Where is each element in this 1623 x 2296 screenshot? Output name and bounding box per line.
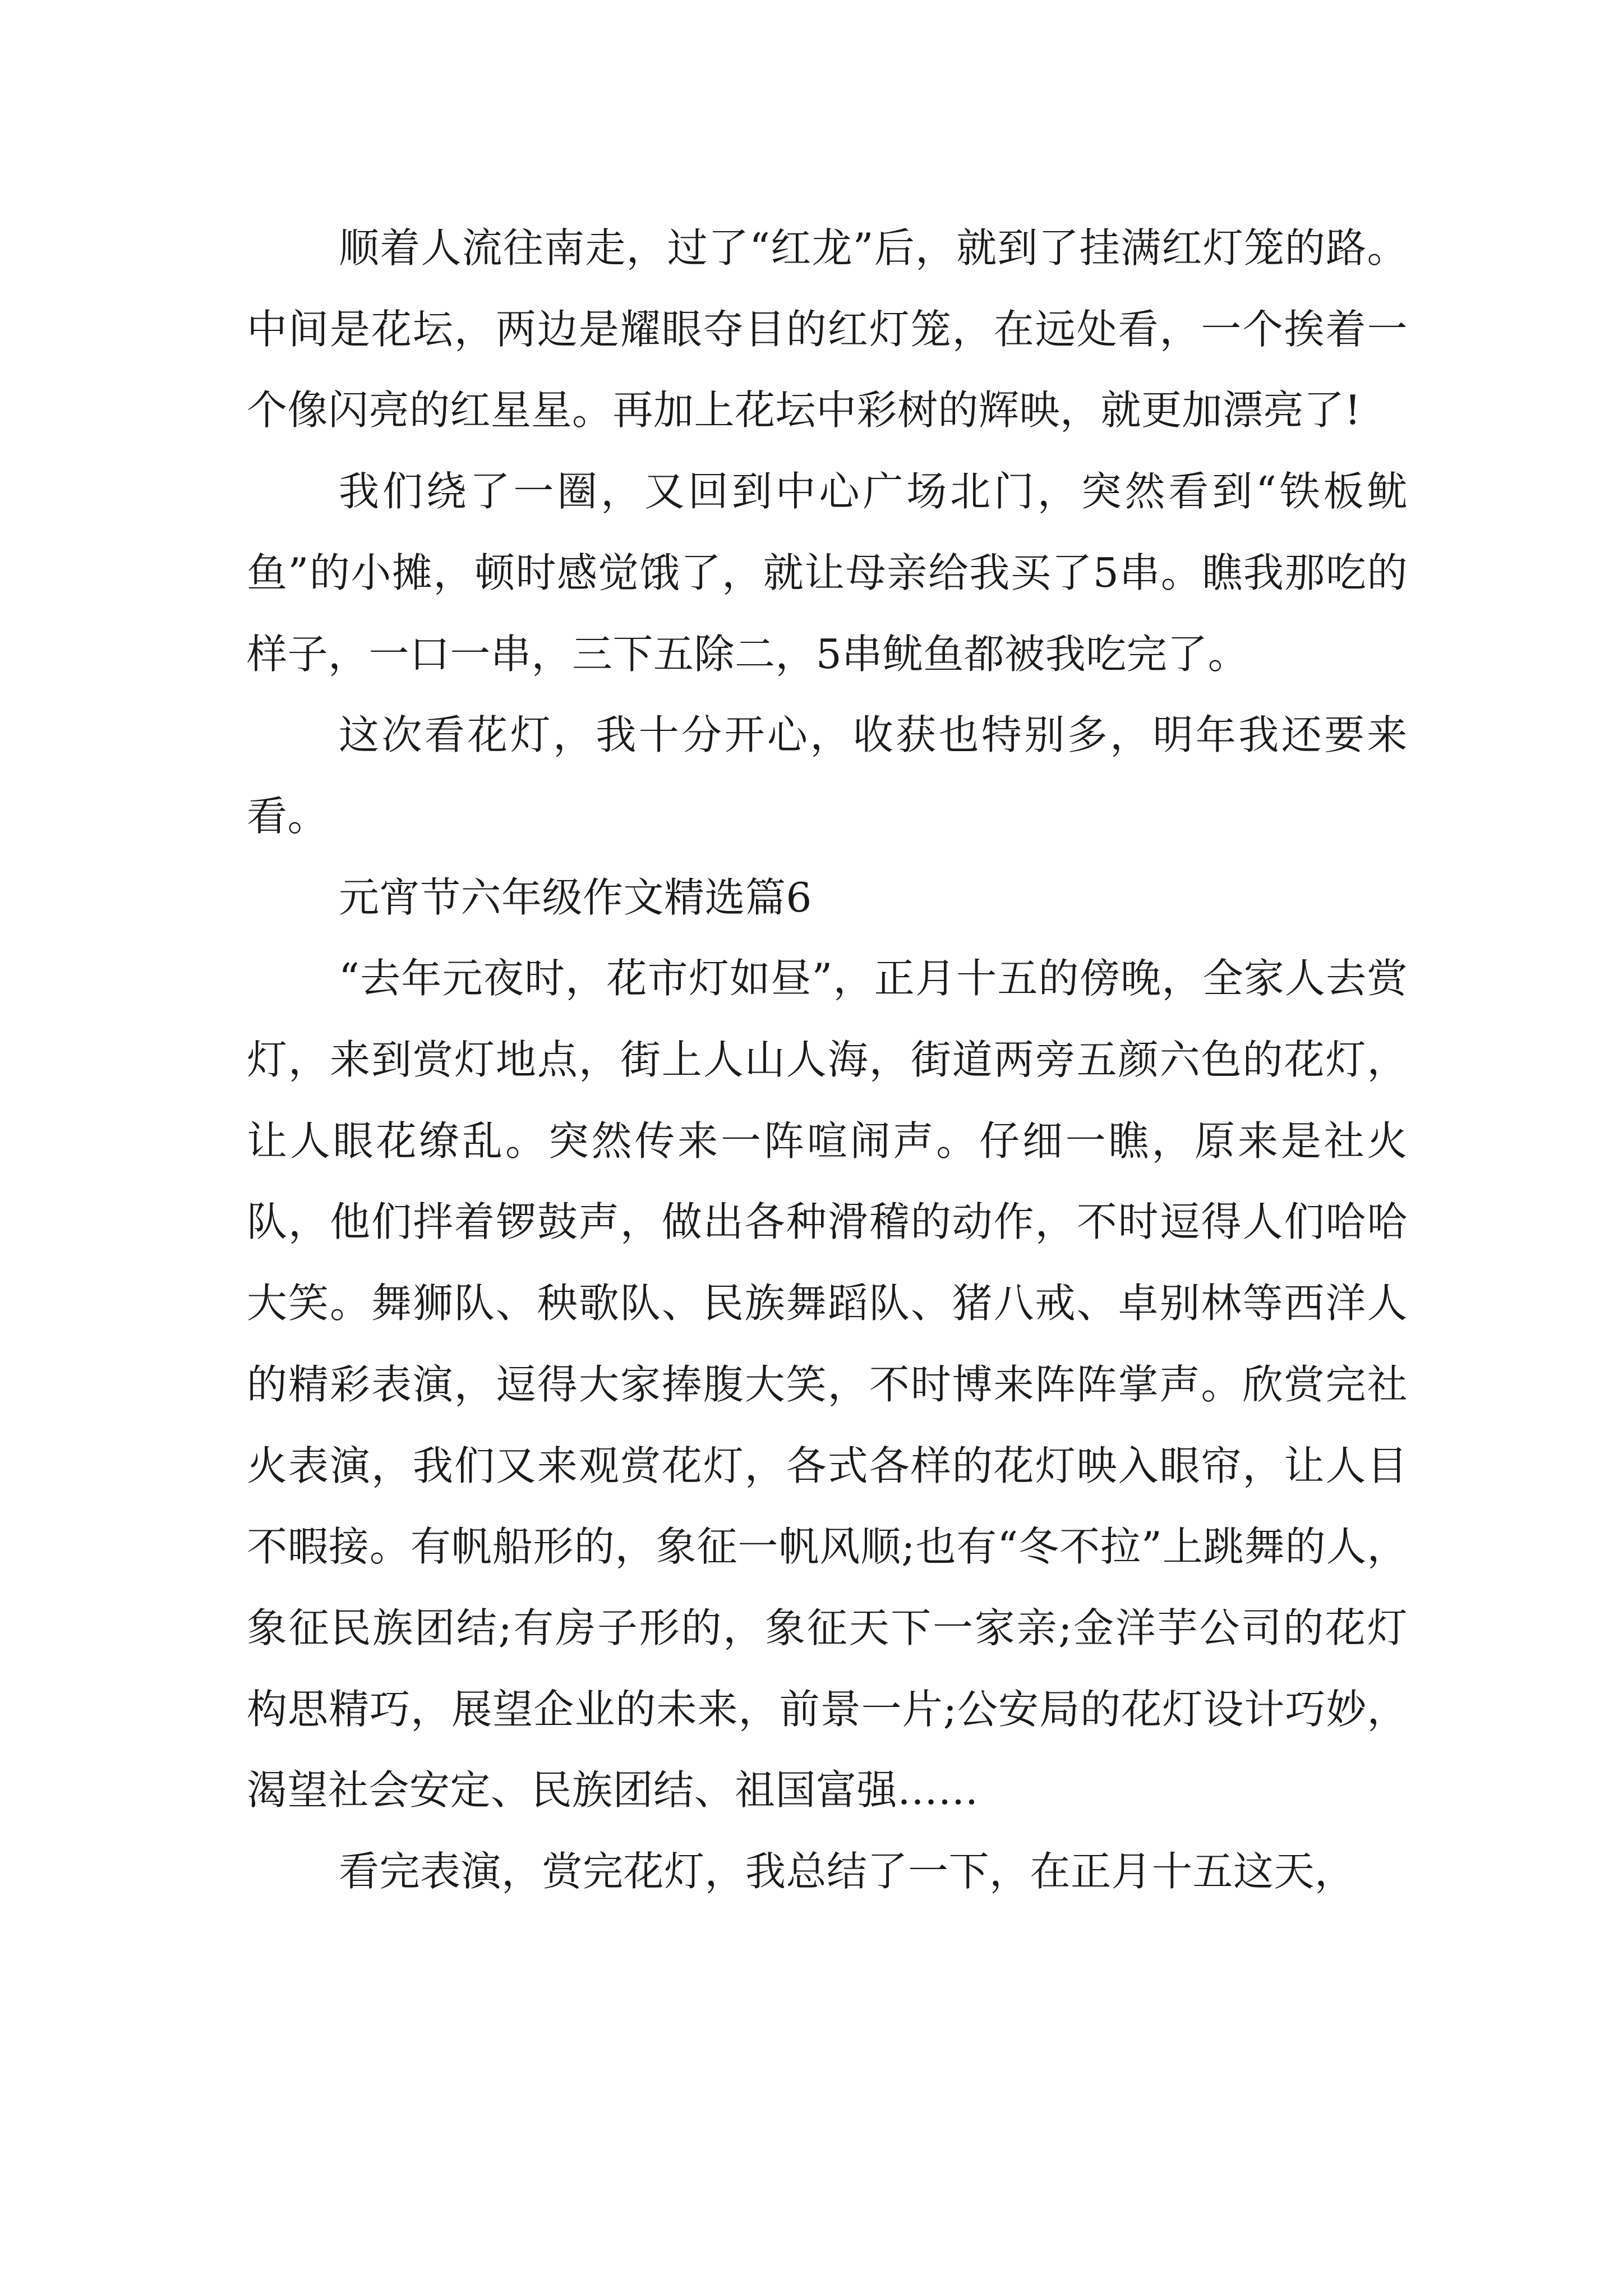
paragraph-squid-stall: 我们绕了一圈，又回到中心广场北门，突然看到“铁板鱿鱼”的小摊，顿时感觉饿了，就让母亲给我买了5串。瞧我那吃的样子，一口一串，三下五除二，5串鱿鱼都被我吃完了。: [247, 468, 1408, 678]
paragraph-summary: 看完表演，赏完花灯，我总结了一下，在正月十五这天，: [339, 1848, 1355, 1895]
paragraph-lantern-road: 顺着人流往南走，过了“红龙”后，就到了挂满红灯笼的路。中间是花坛，两边是耀眼夺目的红灯笼，在远处看，一个挨着一个像闪亮的红星星。再加上花坛中彩树的辉映，就更加漂亮了!: [247, 224, 1408, 434]
section-heading: 元宵节六年级作文精选篇6: [339, 873, 812, 921]
document-body: [247, 208, 1408, 1912]
paragraph-lantern-festival: “去年元夜时，花市灯如昼”，正月十五的傍晚，全家人去赏灯，来到赏灯地点，街上人山人海，街道两旁五颜六色的花灯，让人眼花缭乱。突然传来一阵喧闹声。仔细一瞧，原来是社火队，他们拌着锣鼓声，做出各种滑稽的动作，不时逗得人们哈哈大笑。舞狮队、秧歌队、民族舞蹈队、猪八戒、卓别林等西洋人的精彩表演，逗得大家捧腹大笑，不时博来阵阵掌声。欣赏完社火表演，我们又来观赏花灯，各式各样的花灯映入眼帘，让人目不暇接。有帆船形的，象征一帆风顺;也有“冬不拉”上跳舞的人，象征民族团结;有房子形的，象征天下一家亲;金洋芋公司的花灯构思精巧，展望企业的未来，前景一片;公安局的花灯设计巧妙，渴望社会安定、民族团结、祖国富强……: [247, 955, 1408, 1814]
paragraph-conclusion: 这次看花灯，我十分开心，收获也特别多，明年我还要来看。: [247, 711, 1408, 840]
